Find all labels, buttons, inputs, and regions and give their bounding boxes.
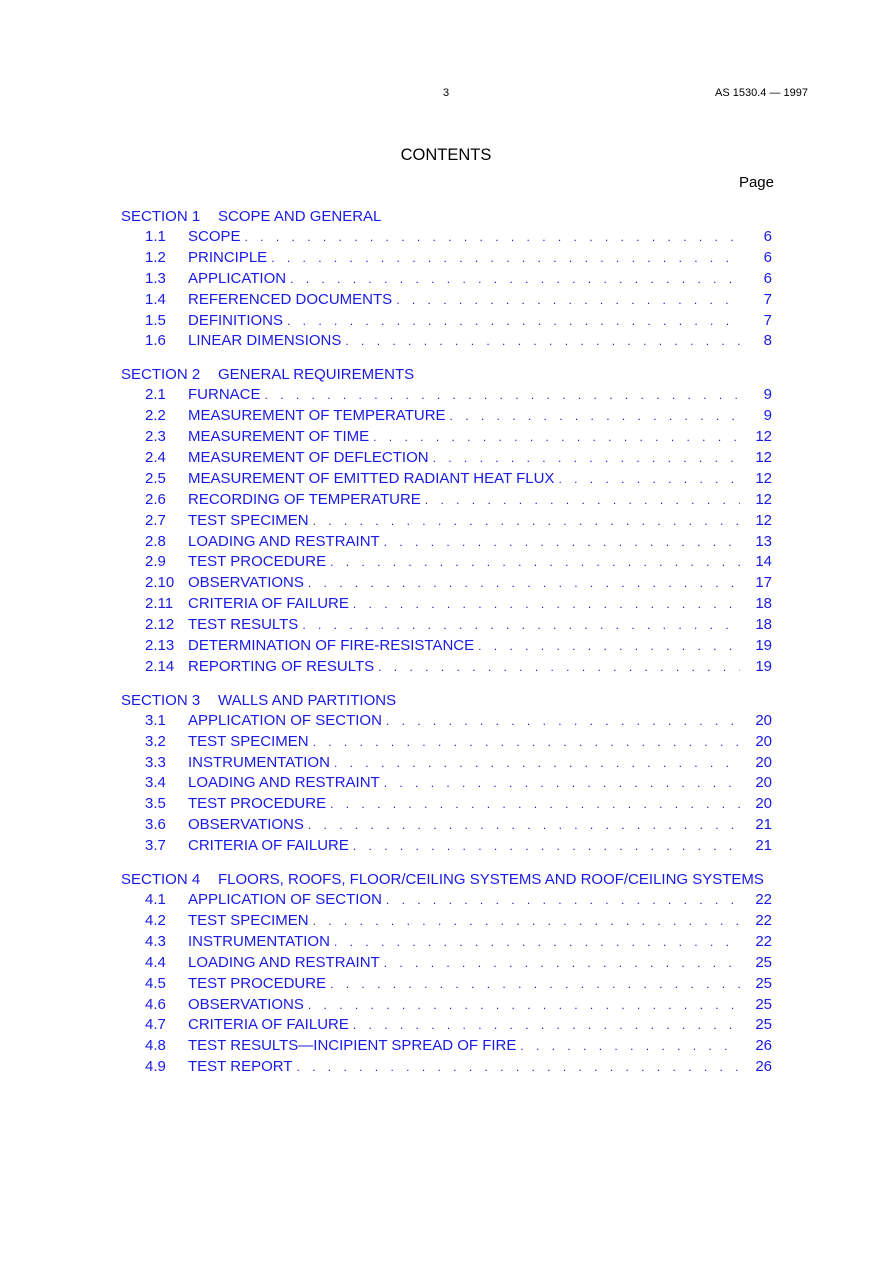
entry-number: 2.6	[145, 490, 166, 508]
entry-title: LOADING AND RESTRAINT	[188, 532, 380, 550]
toc-entry[interactable]	[121, 532, 774, 553]
entry-number: 4.8	[145, 1037, 166, 1055]
dot-leader	[353, 594, 740, 615]
entry-title: CRITERIA OF FAILURE	[188, 595, 349, 613]
toc-entry[interactable]	[121, 815, 774, 836]
entry-number: 4.4	[145, 953, 166, 971]
toc-entry[interactable]	[121, 974, 774, 995]
dot-leader	[330, 552, 740, 573]
toc-entry[interactable]	[121, 1057, 774, 1078]
dot-leader	[308, 815, 740, 836]
entry-page: 20	[755, 795, 772, 813]
entry-title: FURNACE	[188, 386, 261, 404]
entry-page: 20	[755, 732, 772, 750]
entry-number: 4.1	[145, 891, 166, 909]
entry-number: 2.9	[145, 553, 166, 571]
entry-number: 3.3	[145, 753, 166, 771]
entry-page: 8	[763, 332, 772, 350]
entry-number: 3.6	[145, 816, 166, 834]
dot-leader	[334, 753, 740, 774]
dot-leader	[353, 836, 740, 857]
entry-number: 3.5	[145, 795, 166, 813]
page-column-label: Page	[738, 174, 774, 191]
entry-title: MEASUREMENT OF EMITTED RADIANT HEAT FLUX	[188, 469, 555, 487]
dot-leader	[384, 773, 740, 794]
section-heading[interactable]	[121, 206, 774, 227]
entry-number: 4.7	[145, 1016, 166, 1034]
section-title: FLOORS, ROOFS, FLOOR/CEILING SYSTEMS AND ROOF/CEILING SYSTEMS	[218, 871, 764, 889]
dot-leader	[296, 1057, 740, 1078]
entry-page: 9	[763, 386, 772, 404]
entry-page: 25	[755, 953, 772, 971]
dot-leader	[386, 711, 740, 732]
entry-page: 12	[755, 449, 772, 467]
dot-leader	[313, 911, 740, 932]
entry-page: 25	[755, 1016, 772, 1034]
toc-entry[interactable]	[121, 227, 774, 248]
entry-title: MEASUREMENT OF TIME	[188, 428, 370, 446]
entry-title: CRITERIA OF FAILURE	[188, 837, 349, 855]
section-label: SECTION 4	[121, 871, 201, 889]
entry-number: 2.7	[145, 511, 166, 529]
toc-entry[interactable]	[121, 290, 774, 311]
entry-title: REPORTING OF RESULTS	[188, 657, 375, 675]
dot-leader	[396, 290, 740, 311]
entry-page: 17	[755, 574, 772, 592]
section-label: SECTION 2	[121, 366, 201, 384]
entry-title: INSTRUMENTATION	[188, 932, 330, 950]
dot-leader	[313, 511, 740, 532]
dot-leader	[353, 1015, 740, 1036]
toc-entry[interactable]	[121, 331, 774, 352]
toc-entry[interactable]	[121, 753, 774, 774]
entry-title: OBSERVATIONS	[188, 995, 304, 1013]
dot-leader	[386, 890, 740, 911]
toc-entry[interactable]	[121, 615, 774, 636]
entry-page: 26	[755, 1058, 772, 1076]
entry-title: REFERENCED DOCUMENTS	[188, 290, 393, 308]
entry-title: CRITERIA OF FAILURE	[188, 1016, 349, 1034]
entry-title: MEASUREMENT OF DEFLECTION	[188, 449, 429, 467]
entry-page: 26	[755, 1037, 772, 1055]
entry-title: APPLICATION	[188, 269, 287, 287]
entry-number: 2.1	[145, 386, 166, 404]
entry-title: INSTRUMENTATION	[188, 753, 330, 771]
entry-number: 4.6	[145, 995, 166, 1013]
entry-page: 20	[755, 753, 772, 771]
entry-title: APPLICATION OF SECTION	[188, 711, 382, 729]
dot-leader	[478, 636, 740, 657]
entry-title: TEST SPECIMEN	[188, 732, 309, 750]
entry-page: 21	[755, 816, 772, 834]
toc-entry[interactable]	[121, 711, 774, 732]
toc-entry[interactable]	[121, 1015, 774, 1036]
entry-number: 1.6	[145, 332, 166, 350]
entry-page: 25	[755, 974, 772, 992]
toc-entry[interactable]	[121, 269, 774, 290]
dot-leader	[290, 269, 740, 290]
dot-leader	[433, 448, 740, 469]
entry-number: 3.7	[145, 837, 166, 855]
entry-page: 20	[755, 711, 772, 729]
entry-page: 6	[763, 269, 772, 287]
entry-number: 1.2	[145, 248, 166, 266]
toc-section-4	[121, 869, 774, 1078]
toc-section-3	[121, 690, 774, 857]
entry-title: TEST PROCEDURE	[188, 553, 327, 571]
dot-leader	[302, 615, 740, 636]
dot-leader	[271, 248, 740, 269]
entry-title: TEST REPORT	[188, 1058, 293, 1076]
entry-title: OBSERVATIONS	[188, 816, 304, 834]
entry-page: 7	[763, 290, 772, 308]
entry-number: 3.4	[145, 774, 166, 792]
entry-page: 12	[755, 511, 772, 529]
toc-entry[interactable]	[121, 594, 774, 615]
toc-entry[interactable]	[121, 911, 774, 932]
table-of-contents	[121, 206, 774, 1090]
toc-entry[interactable]	[121, 836, 774, 857]
entry-number: 2.2	[145, 407, 166, 425]
toc-entry[interactable]	[121, 490, 774, 511]
entry-title: LOADING AND RESTRAINT	[188, 953, 380, 971]
entry-number: 2.13	[145, 637, 175, 655]
dot-leader	[558, 469, 740, 490]
entry-title: PRINCIPLE	[188, 248, 268, 266]
dot-leader	[245, 227, 740, 248]
entry-title: TEST PROCEDURE	[188, 974, 327, 992]
entry-page: 6	[763, 248, 772, 266]
toc-entry[interactable]	[121, 385, 774, 406]
entry-page: 19	[755, 657, 772, 675]
dot-leader	[425, 490, 740, 511]
dot-leader	[384, 953, 740, 974]
entry-number: 2.12	[145, 616, 175, 634]
entry-title: MEASUREMENT OF TEMPERATURE	[188, 407, 446, 425]
dot-leader	[334, 932, 740, 953]
entry-number: 2.10	[145, 574, 175, 592]
dot-leader	[384, 532, 740, 553]
toc-entry[interactable]	[121, 995, 774, 1016]
entry-page: 12	[755, 490, 772, 508]
toc-entry[interactable]	[121, 794, 774, 815]
entry-title: TEST RESULTS	[188, 616, 299, 634]
entry-title: APPLICATION OF SECTION	[188, 891, 382, 909]
toc-section-2	[121, 364, 774, 677]
entry-title: TEST RESULTS—INCIPIENT SPREAD OF FIRE	[188, 1037, 517, 1055]
section-heading[interactable]	[121, 869, 774, 890]
dot-leader	[265, 385, 740, 406]
toc-entry[interactable]	[121, 311, 774, 332]
section-title: SCOPE AND GENERAL	[218, 208, 382, 225]
entry-title: TEST PROCEDURE	[188, 795, 327, 813]
dot-leader	[287, 311, 740, 332]
dot-leader	[373, 427, 740, 448]
entry-number: 3.2	[145, 732, 166, 750]
toc-entry[interactable]	[121, 552, 774, 573]
entry-page: 14	[755, 553, 772, 571]
toc-section-1	[121, 206, 774, 352]
toc-entry[interactable]	[121, 636, 774, 657]
entry-number: 2.3	[145, 428, 166, 446]
toc-entry[interactable]	[121, 773, 774, 794]
entry-title: TEST SPECIMEN	[188, 911, 309, 929]
toc-entry[interactable]	[121, 732, 774, 753]
standard-number: AS 1530.4 — 1997	[715, 87, 808, 99]
toc-entry[interactable]	[121, 932, 774, 953]
dot-leader	[330, 794, 740, 815]
entry-title: RECORDING OF TEMPERATURE	[188, 490, 421, 508]
section-heading[interactable]	[121, 364, 774, 385]
entry-number: 4.5	[145, 974, 166, 992]
toc-entry[interactable]	[121, 248, 774, 269]
entry-title: DEFINITIONS	[188, 311, 284, 329]
dot-leader	[313, 732, 740, 753]
entry-page: 19	[755, 637, 772, 655]
section-label: SECTION 1	[121, 208, 201, 225]
entry-number: 4.2	[145, 911, 166, 929]
entry-number: 1.4	[145, 290, 166, 308]
dot-leader	[378, 657, 740, 678]
toc-entry[interactable]	[121, 953, 774, 974]
entry-number: 1.3	[145, 269, 166, 287]
entry-number: 1.5	[145, 311, 166, 329]
entry-page: 18	[755, 595, 772, 613]
entry-number: 4.3	[145, 932, 166, 950]
toc-entry[interactable]	[121, 511, 774, 532]
contents-title: CONTENTS	[400, 146, 492, 164]
entry-page: 12	[755, 469, 772, 487]
dot-leader	[308, 573, 740, 594]
entry-number: 2.11	[145, 595, 174, 613]
entry-number: 2.4	[145, 449, 166, 467]
dot-leader	[345, 331, 740, 352]
entry-number: 3.1	[145, 711, 166, 729]
entry-page: 20	[755, 774, 772, 792]
toc-entry[interactable]	[121, 448, 774, 469]
dot-leader	[308, 995, 740, 1016]
dot-leader	[450, 406, 740, 427]
entry-number: 2.14	[145, 657, 175, 675]
dot-leader	[330, 974, 740, 995]
toc-entry[interactable]	[121, 469, 774, 490]
entry-page: 7	[763, 311, 772, 329]
entry-number: 2.8	[145, 532, 166, 550]
toc-entry[interactable]	[121, 890, 774, 911]
page-number: 3	[442, 87, 450, 99]
entry-title: SCOPE	[188, 228, 241, 245]
toc-entry[interactable]	[121, 1036, 774, 1057]
entry-page: 18	[755, 616, 772, 634]
entry-page: 9	[763, 407, 772, 425]
entry-title: LOADING AND RESTRAINT	[188, 774, 380, 792]
toc-entry[interactable]	[121, 657, 774, 678]
entry-page: 13	[755, 532, 772, 550]
entry-title: TEST SPECIMEN	[188, 511, 309, 529]
toc-entry[interactable]	[121, 427, 774, 448]
dot-leader	[520, 1036, 740, 1057]
entry-number: 4.9	[145, 1058, 166, 1076]
toc-entry[interactable]	[121, 406, 774, 427]
entry-title: DETERMINATION OF FIRE-RESISTANCE	[188, 637, 475, 655]
section-title: WALLS AND PARTITIONS	[218, 691, 397, 709]
toc-entry[interactable]	[121, 573, 774, 594]
entry-page: 22	[755, 932, 772, 950]
section-title: GENERAL REQUIREMENTS	[218, 366, 415, 384]
section-heading[interactable]	[121, 690, 774, 711]
entry-page: 22	[755, 891, 772, 909]
entry-page: 12	[755, 428, 772, 446]
entry-number: 2.5	[145, 469, 166, 487]
entry-page: 6	[763, 228, 772, 245]
entry-page: 22	[755, 911, 772, 929]
entry-number: 1.1	[145, 228, 166, 245]
section-label: SECTION 3	[121, 691, 201, 709]
entry-title: OBSERVATIONS	[188, 574, 304, 592]
entry-page: 25	[755, 995, 772, 1013]
entry-title: LINEAR DIMENSIONS	[188, 332, 342, 350]
entry-page: 21	[755, 837, 772, 855]
